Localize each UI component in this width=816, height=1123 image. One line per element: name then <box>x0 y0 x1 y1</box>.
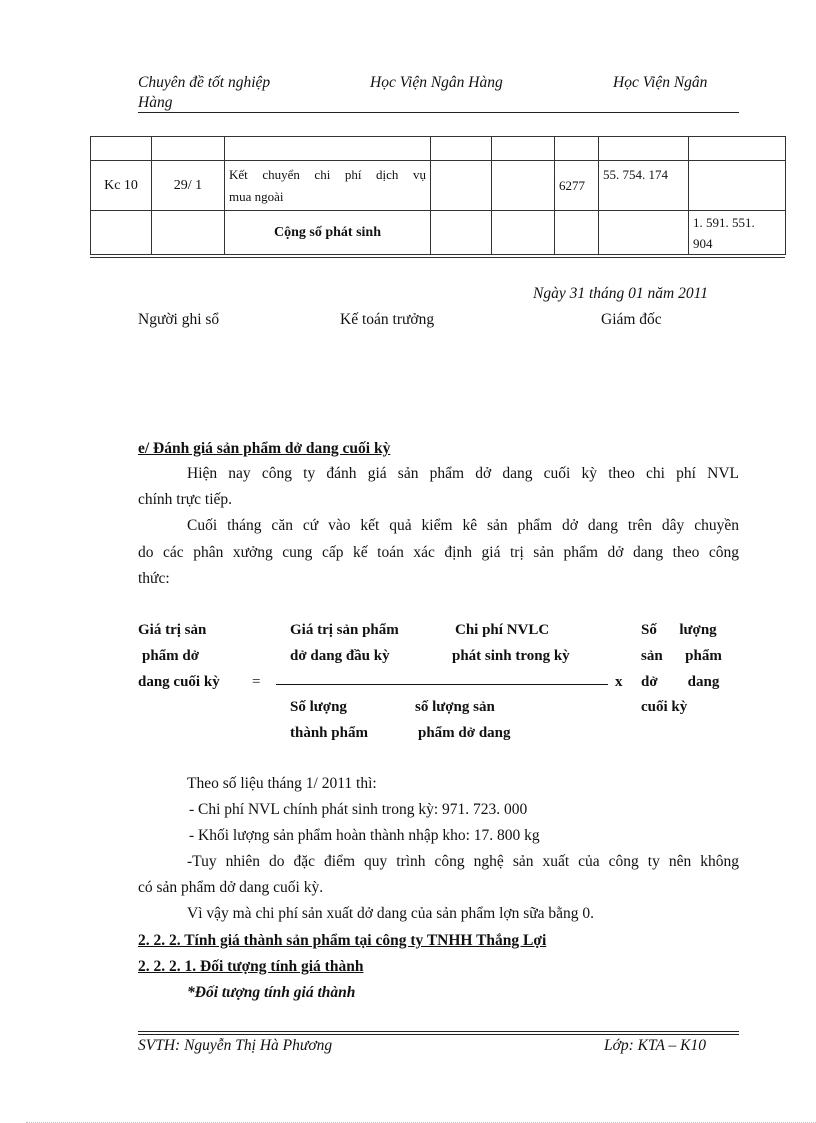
cell-description-line2: mua ngoài <box>229 188 284 204</box>
formula-rhs-line3: dở dang <box>641 674 720 690</box>
signature-date: Ngày 31 tháng 01 năm 2011 <box>533 285 708 302</box>
cell-total-value-line2: 904 <box>693 235 713 251</box>
signature-recorder: Người ghi sổ <box>138 311 220 328</box>
header-center: Học Viện Ngân Hàng <box>370 74 503 91</box>
section-e-p2-line2: do các phân xưởng cung cấp kế toán xác định giá trị sản phẩm dở dang theo công <box>138 544 739 561</box>
section-2221-heading: 2. 2. 2. 1. Đối tượng tính giá thành <box>138 958 364 975</box>
cell-debit: 55. 754. 174 <box>599 161 689 211</box>
formula-times: x <box>615 674 623 690</box>
signature-director: Giám đốc <box>601 311 662 328</box>
cell-total-value <box>689 211 786 255</box>
data-item-1: - Chi phí NVL chính phát sinh trong kỳ: 971. 723. 000 <box>189 801 528 818</box>
formula-num-a-line2: dở dang đầu kỳ <box>290 648 390 664</box>
formula-den-b-line1: số lượng sản <box>415 699 495 715</box>
formula-num-a-line1: Giá trị sản phẩm <box>290 622 399 638</box>
footer-rule-bottom <box>138 1034 739 1035</box>
cell-description-line1: Kết chuyển chi phí dịch vụ <box>229 166 426 182</box>
formula-rhs-line4: cuối kỳ <box>641 699 688 715</box>
ledger-table <box>90 136 786 255</box>
formula-den-b-line2: phẩm dở dang <box>418 725 511 741</box>
formula-lhs-line2: phẩm dở <box>142 648 200 664</box>
header-right: Học Viện Ngân <box>613 74 708 91</box>
cell-total-value-line1: 1. 591. 551. <box>693 214 755 230</box>
formula-num-b-line2: phát sinh trong kỳ <box>452 648 570 664</box>
cell-total-label: Cộng số phát sinh <box>225 211 431 255</box>
table-row-total <box>91 211 786 255</box>
section-e-heading: e/ Đánh giá sản phẩm dở dang cuối kỳ <box>138 440 391 457</box>
signature-chief-accountant: Kế toán trưởng <box>340 311 435 328</box>
header-left-line2: Hàng <box>138 94 173 111</box>
section-222-heading: 2. 2. 2. Tính giá thành sản phẩm tại công ty TNHH Thắng Lợi <box>138 932 547 949</box>
section-2221-subheading: *Đối tượng tính giá thành <box>187 984 356 1001</box>
footer-class: Lớp: KTA – K10 <box>604 1037 707 1054</box>
data-intro: Theo số liệu tháng 1/ 2011 thì: <box>187 775 377 792</box>
footer-student: SVTH: Nguyễn Thị Hà Phương <box>138 1037 333 1054</box>
formula-fraction-bar <box>276 684 608 685</box>
formula-lhs-line3: dang cuối kỳ <box>138 674 220 690</box>
section-e-p2-line1: Cuối tháng căn cứ vào kết quả kiểm kê sản phẩm dở dang trên dây chuyền <box>187 517 739 534</box>
data-p3-line2: có sản phẩm dở dang cuối kỳ. <box>138 879 324 896</box>
table-double-rule <box>90 257 785 258</box>
cell-description <box>225 161 431 211</box>
header-left-line1: Chuyên đề tốt nghiệp <box>138 74 271 91</box>
footer-rule-top <box>138 1031 739 1032</box>
table-row-kc10 <box>91 161 786 211</box>
formula-rhs-line1: Số lượng <box>641 622 717 638</box>
formula-num-b-line1: Chi phí NVLC <box>455 622 550 638</box>
formula-lhs-line1: Giá trị sản <box>138 622 207 638</box>
formula-rhs-line2: sản phẩm <box>641 648 722 664</box>
section-e-p2-line3: thức: <box>138 570 170 587</box>
cell-doc-no: Kc 10 <box>91 161 152 211</box>
header-rule <box>138 112 739 113</box>
data-p4: Vì vậy mà chi phí sản xuất dở dang của sản phẩm lợn sữa bằng 0. <box>187 905 595 922</box>
cell-account: 6277 <box>555 161 599 211</box>
section-e-p1-line1: Hiện nay công ty đánh giá sản phẩm dở dang cuối kỳ theo chi phí NVL <box>187 465 739 482</box>
table-row-empty <box>91 137 786 161</box>
section-e-p1-line2: chính trực tiếp. <box>138 491 233 508</box>
formula-den-a-line1: Số lượng <box>290 699 347 715</box>
formula-den-a-line2: thành phẩm <box>290 725 368 741</box>
cell-date: 29/ 1 <box>152 161 225 211</box>
formula-equals: = <box>252 674 261 690</box>
data-item-2: - Khối lượng sản phẩm hoàn thành nhập kho: 17. 800 kg <box>189 827 540 844</box>
data-p3-line1: -Tuy nhiên do đặc điểm quy trình công nghệ sản xuất của công ty nên không <box>187 853 739 870</box>
